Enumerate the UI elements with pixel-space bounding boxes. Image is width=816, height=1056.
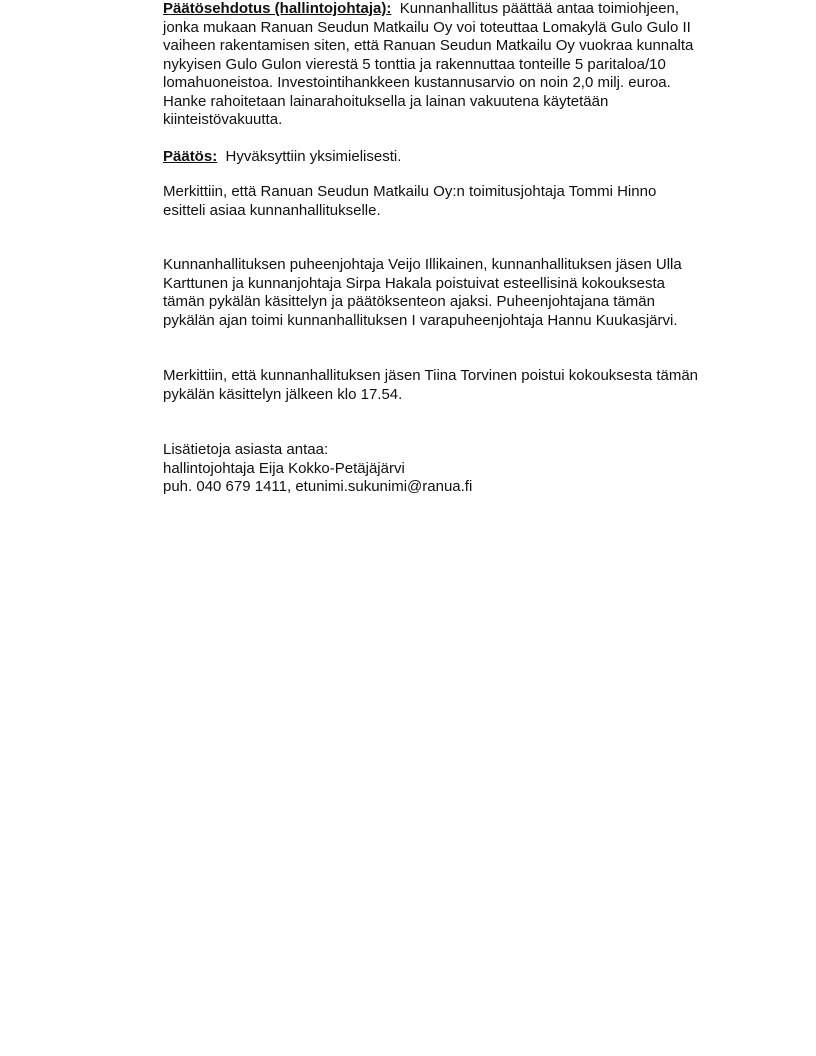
chair-note-line: tämän pykälän käsittelyn ja päätöksenteon ajaksi. Puheenjohtajana tämän [163,293,655,310]
contact-info-paragraph [163,441,753,497]
presenter-note-line: esitteli asiaa kunnanhallitukselle. [163,201,381,219]
proposal-first-line [163,0,753,19]
decision-text: Hyväksyttiin yksimielisesti. [225,147,402,165]
proposal-line: vaiheen rakentamisen siten, että Ranuan Seudun Matkailu Oy vuokraa kunnalta [163,37,694,54]
chair-note-line: pykälän ajan toimi kunnanhallituksen I varapuheenjohtaja Hannu Kuukasjärvi. [163,311,678,329]
departure-note-line: pykälän käsittelyn jälkeen klo 17.54. [163,385,403,403]
departure-note-paragraph [163,367,753,404]
chair-note-paragraph [163,256,753,330]
contact-phone-email: puh. 040 679 1411, etunimi.sukunimi@ranua.fi [163,478,473,495]
proposal-paragraph [163,0,753,130]
presenter-note-line: Merkittiin, että Ranuan Seudun Matkailu Oy:n toimitusjohtaja Tommi Hinno [163,183,657,200]
chair-note-line: Kunnanhallituksen puheenjohtaja Veijo Illikainen, kunnanhallituksen jäsen Ulla [163,256,682,273]
departure-note-line: Merkittiin, että kunnanhallituksen jäsen Tiina Torvinen poistui kokouksesta tämän [163,367,699,384]
chair-note-line: Karttunen ja kunnanjohtaja Sirpa Hakala poistuivat esteellisinä kokouksesta [163,274,665,292]
presenter-note-paragraph [163,183,753,220]
decision-paragraph [163,148,753,167]
proposal-line: Hanke rahoitetaan lainarahoituksella ja lainan vakuutena käytetään [163,92,609,110]
proposal-label: Päätösehdotus (hallintojohtaja): [163,0,392,17]
proposal-line: nykyisen Gulo Gulon vierestä 5 tonttia ja rakennuttaa tonteille 5 paritaloa/10 [163,55,666,73]
contact-person: hallintojohtaja Eija Kokko-Petäjäjärvi [163,459,405,477]
proposal-line: jonka mukaan Ranuan Seudun Matkailu Oy voi toteuttaa Lomakylä Gulo Gulo II [163,18,691,36]
document-page [163,0,753,497]
proposal-line: lomahuoneistoa. Investointihankkeen kustannusarvio on noin 2,0 milj. euroa. [163,74,671,91]
proposal-line: Kunnanhallitus päättää antaa toimiohjeen, [399,0,680,17]
decision-line [163,148,753,167]
decision-label: Päätös: [163,147,218,165]
proposal-line: kiinteistövakuutta. [163,111,283,128]
contact-info-heading: Lisätietoja asiasta antaa: [163,441,329,458]
